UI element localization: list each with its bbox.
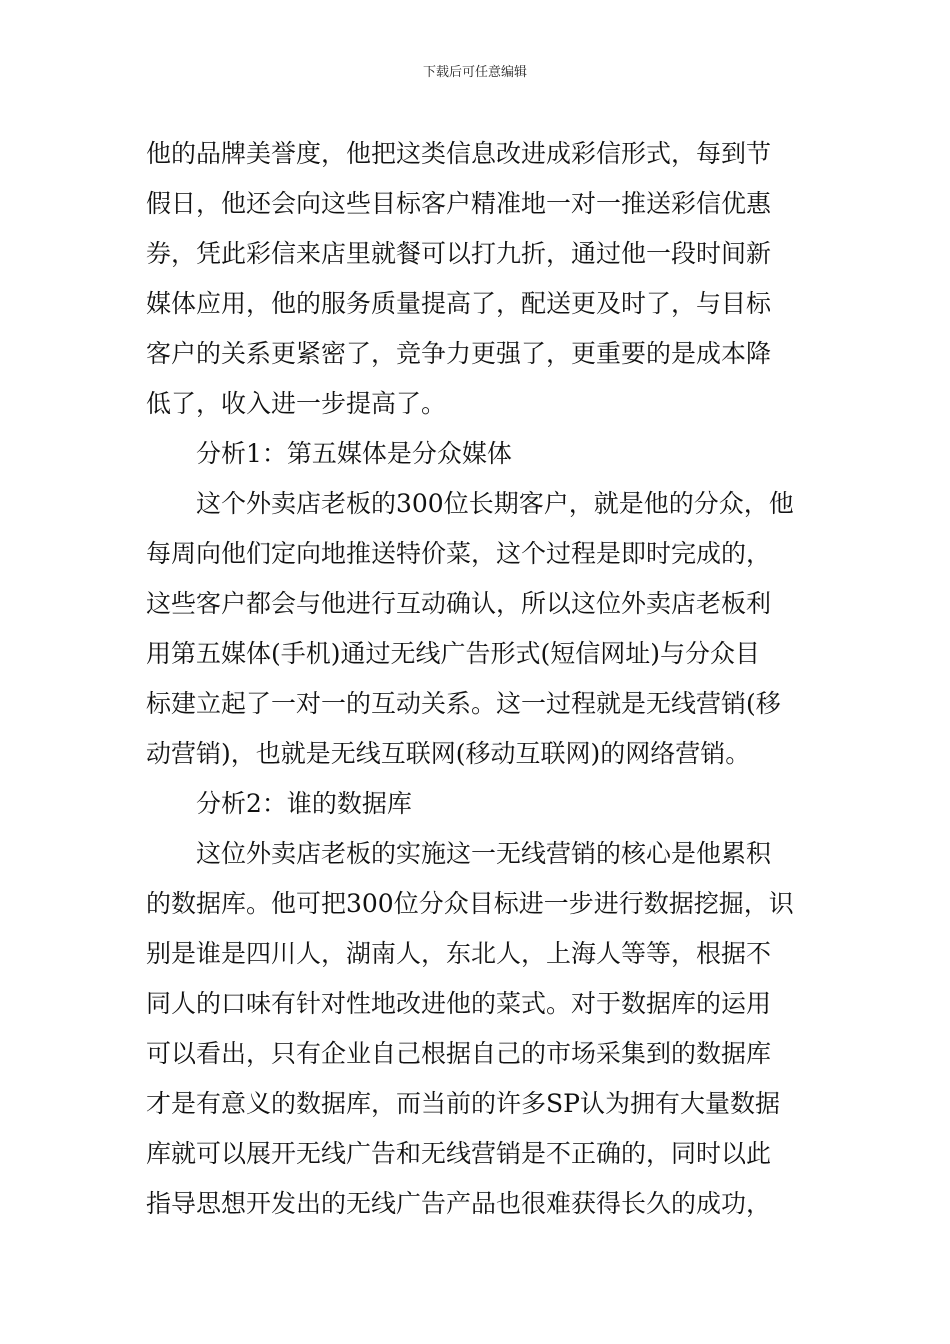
paragraph-line: 可以看出，只有企业自己根据自己的市场采集到的数据库: [146, 1039, 772, 1068]
paragraph-line: 别是谁是四川人，湖南人，东北人，上海人等等，根据不: [146, 939, 772, 968]
paragraph-line: 同人的口味有针对性地改进他的菜式。对于数据库的运用: [146, 989, 772, 1018]
paragraph-line: 媒体应用，他的服务质量提高了，配送更及时了，与目标: [146, 289, 772, 318]
paragraph-line: 客户的关系更紧密了，竞争力更强了，更重要的是成本降: [146, 339, 772, 368]
paragraph-line: 用第五媒体(手机)通过无线广告形式(短信网址)与分众目: [146, 639, 761, 668]
paragraph-line: 低了，收入进一步提高了。: [146, 389, 447, 418]
section-heading: 分析2：谁的数据库: [196, 789, 412, 818]
page-header: 下载后可任意编辑: [422, 65, 527, 80]
paragraph-line: 这些客户都会与他进行互动确认，所以这位外卖店老板利: [146, 589, 772, 618]
paragraph-line: 库就可以展开无线广告和无线营销是不正确的，同时以此: [146, 1139, 772, 1168]
paragraph-line: 券，凭此彩信来店里就餐可以打九折，通过他一段时间新: [146, 239, 772, 268]
paragraph-line: 他的品牌美誉度，他把这类信息改进成彩信形式，每到节: [146, 139, 772, 168]
paragraph-line: 这位外卖店老板的实施这一无线营销的核心是他累积: [196, 839, 772, 868]
paragraph-line: 每周向他们定向地推送特价菜，这个过程是即时完成的，: [146, 539, 772, 568]
paragraph-line: 才是有意义的数据库，而当前的许多SP认为拥有大量数据: [146, 1089, 780, 1118]
section-heading: 分析1：第五媒体是分众媒体: [196, 439, 512, 468]
paragraph-line: 动营销)，也就是无线互联网(移动互联网)的网络营销。: [146, 739, 751, 768]
paragraph-line: 指导思想开发出的无线广告产品也很难获得长久的成功，: [146, 1189, 772, 1218]
document-body: [146, 129, 808, 1229]
paragraph-line: 标建立起了一对一的互动关系。这一过程就是无线营销(移: [146, 689, 781, 718]
paragraph-line: 这个外卖店老板的300位长期客户，就是他的分众，他: [196, 489, 794, 518]
paragraph-line: 的数据库。他可把300位分众目标进一步进行数据挖掘，识: [146, 889, 794, 918]
paragraph-line: 假日，他还会向这些目标客户精准地一对一推送彩信优惠: [146, 189, 772, 218]
